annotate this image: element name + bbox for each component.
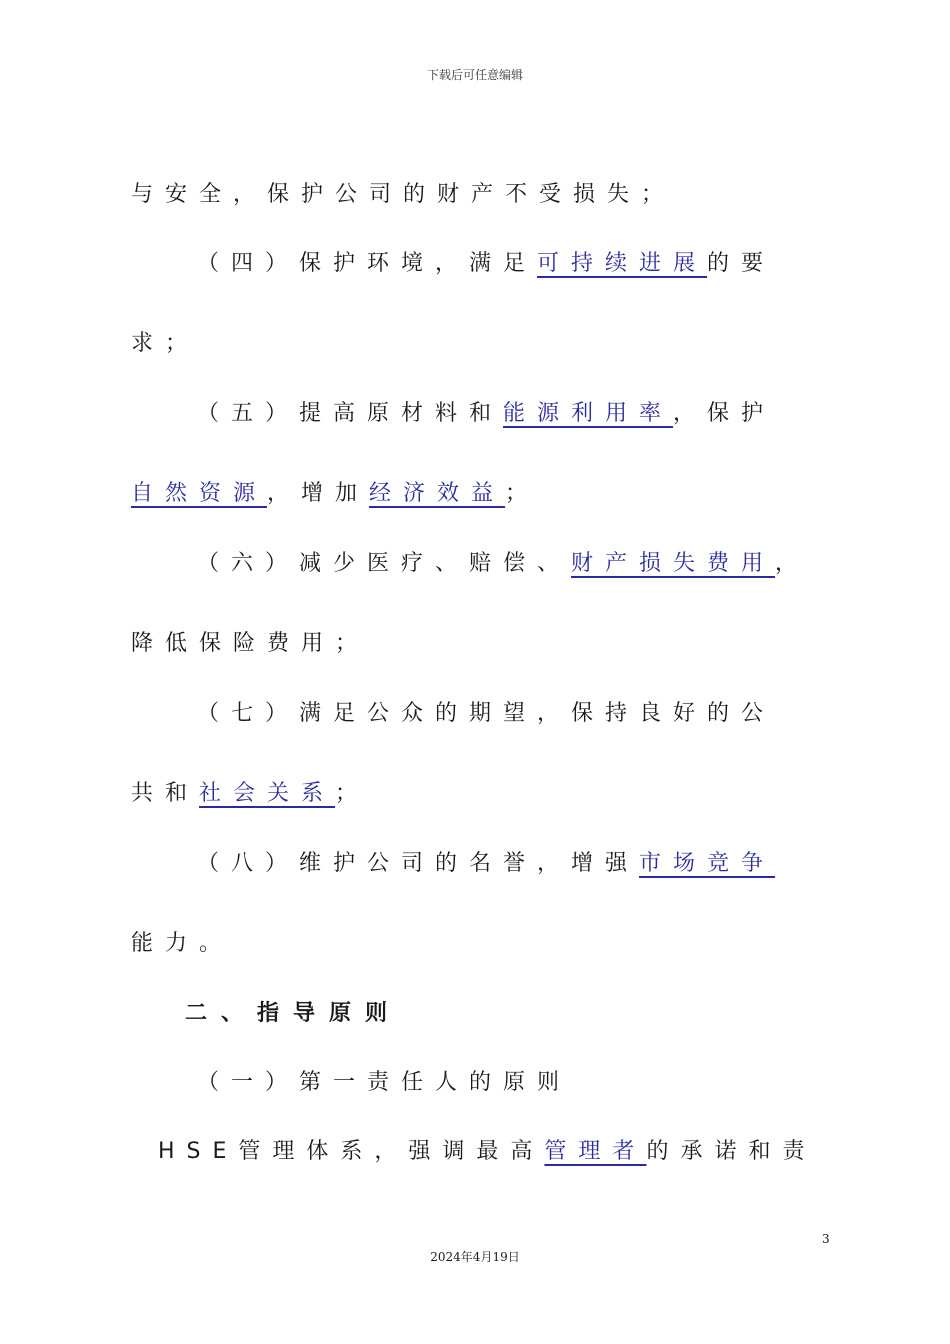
text-line: （五）提高原材料和能源利用率，保护: [197, 401, 776, 426]
text-line: 共和社会关系；: [131, 781, 370, 806]
text-line: （八）维护公司的名誉，增强市场竞争: [197, 851, 776, 876]
page-number: 3: [822, 1232, 830, 1246]
section-heading: 二、指导原则: [185, 1001, 402, 1026]
text-line: HSE管理体系，强调最高管理者的承诺和责: [158, 1139, 817, 1164]
link-social-relations[interactable]: 社会关系: [199, 781, 336, 806]
link-energy-utilization[interactable]: 能源利用率: [503, 401, 674, 426]
link-economic-benefit[interactable]: 经济效益: [369, 481, 506, 506]
text-line: 与安全，保护公司的财产不受损失；: [131, 182, 676, 207]
subsection-heading: （一）第一责任人的原则: [197, 1070, 572, 1095]
page-header: 下载后可任意编辑: [426, 68, 523, 82]
footer-date: 2024年4月19日: [430, 1250, 520, 1264]
text-line: （七）满足公众的期望，保持良好的公: [197, 701, 776, 726]
text-line: 自然资源，增加经济效益；: [131, 481, 540, 506]
text-line: 降低保险费用；: [131, 631, 370, 656]
link-market-competition[interactable]: 市场竞争: [639, 851, 776, 876]
text-line: 求；: [131, 331, 200, 356]
link-natural-resources[interactable]: 自然资源: [131, 481, 268, 506]
text-line: （四）保护环境，满足可持续进展的要: [197, 251, 776, 276]
text-line: 能力。: [131, 931, 234, 956]
link-top-manager[interactable]: 管理者: [544, 1139, 647, 1164]
link-property-loss-cost[interactable]: 财产损失费用: [571, 551, 776, 576]
text-line: （六）减少医疗、赔偿、财产损失费用，: [197, 551, 810, 576]
link-sustainable-development[interactable]: 可持续进展: [537, 251, 708, 276]
